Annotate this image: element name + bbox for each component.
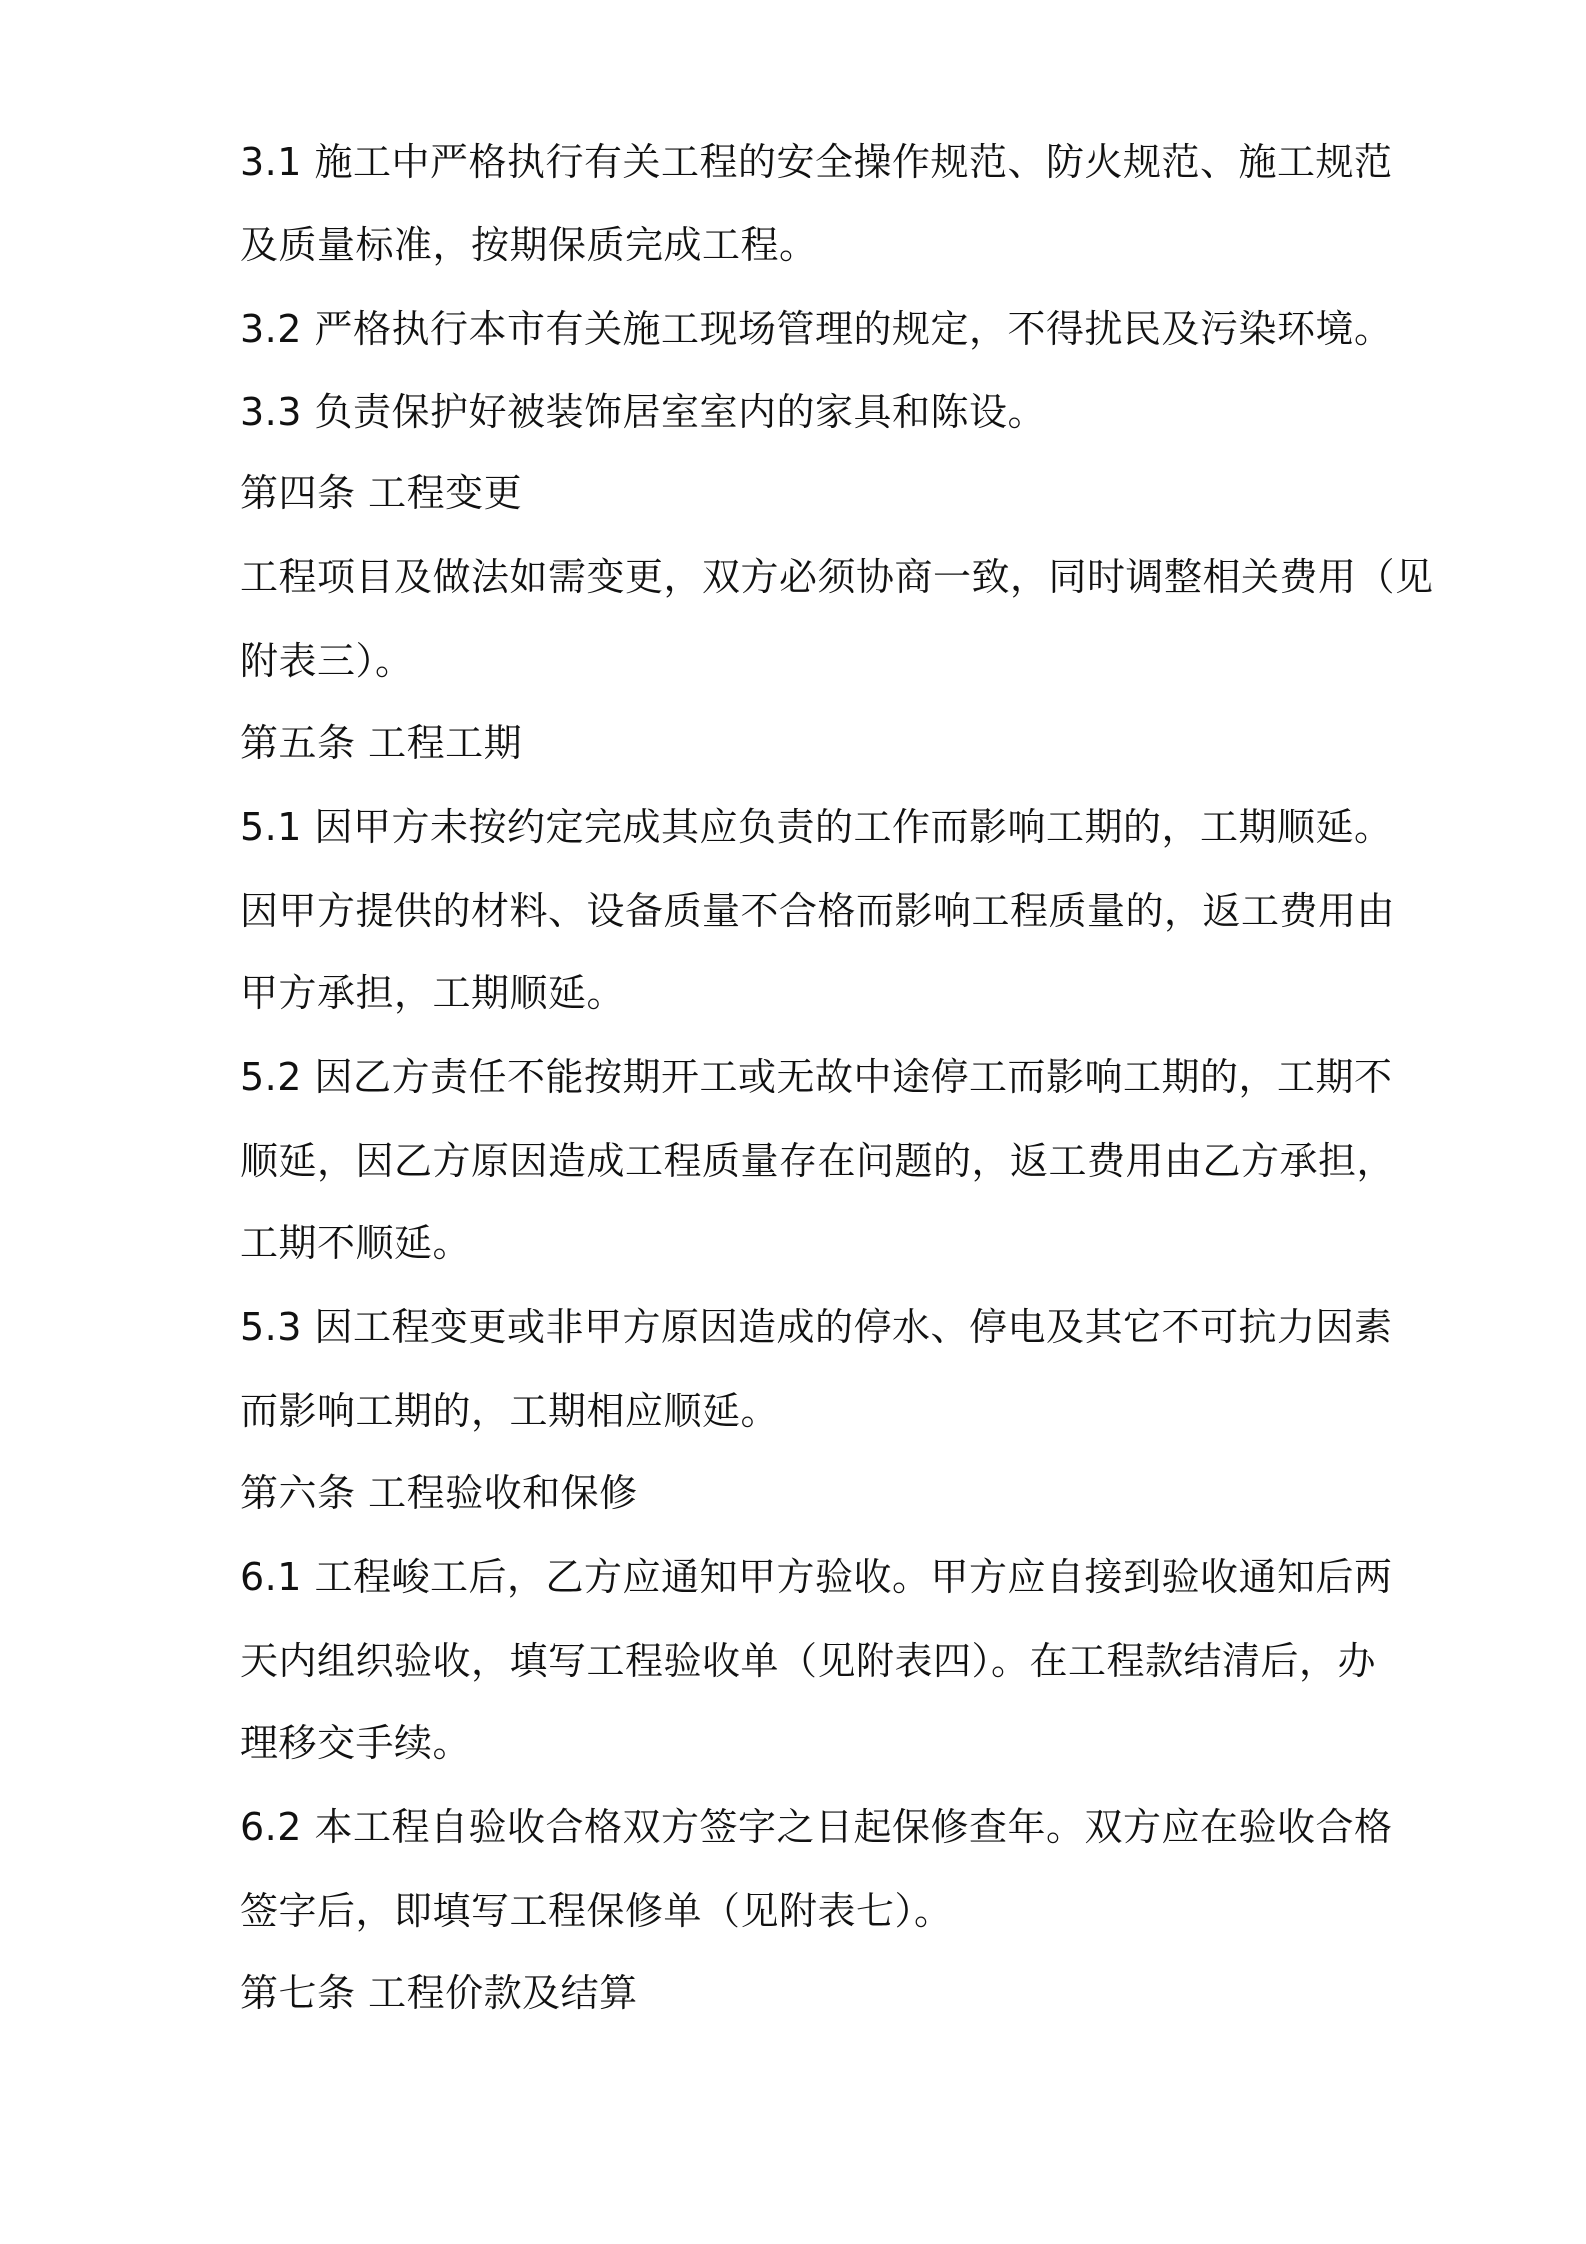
clause-5-2-line-3: 工期不顺延。 [240,1221,472,1265]
article-7-heading: 第七条 工程价款及结算 [240,1971,638,2015]
clause-3-2: 3.2 严格执行本市有关施工现场管理的规定，不得扰民及污染环境。 [240,307,1393,351]
clause-6-2-line-2: 签字后，即填写工程保修单（见附表七）。 [240,1889,953,1933]
article-6-heading: 第六条 工程验收和保修 [240,1471,638,1515]
article-5-heading: 第五条 工程工期 [240,721,523,765]
clause-5-2-line-1: 5.2 因乙方责任不能按期开工或无故中途停工而影响工期的，工期不 [240,1055,1393,1099]
clause-5-1-line-2: 因甲方提供的材料、设备质量不合格而影响工程质量的，返工费用由 [240,889,1396,933]
clause-5-1-line-3: 甲方承担，工期顺延。 [240,971,626,1015]
article-4-text-line-1: 工程项目及做法如需变更，双方必须协商一致，同时调整相关费用（见 [240,555,1434,599]
clause-5-3-line-1: 5.3 因工程变更或非甲方原因造成的停水、停电及其它不可抗力因素 [240,1305,1393,1349]
clause-6-1-line-3: 理移交手续。 [240,1721,472,1765]
clause-6-1-line-1: 6.1 工程峻工后，乙方应通知甲方验收。甲方应自接到验收通知后两 [240,1555,1393,1599]
clause-5-2-line-2: 顺延，因乙方原因造成工程质量存在问题的，返工费用由乙方承担， [240,1139,1396,1183]
clause-6-1-line-2: 天内组织验收，填写工程验收单（见附表四）。在工程款结清后，办 [240,1639,1377,1683]
clause-5-1-line-1: 5.1 因甲方未按约定完成其应负责的工作而影响工期的，工期顺延。 [240,805,1393,849]
clause-3-3: 3.3 负责保护好被装饰居室室内的家具和陈设。 [240,390,1047,434]
clause-5-3-line-2: 而影响工期的，工期相应顺延。 [240,1389,780,1433]
clause-3-1-line-2: 及质量标准，按期保质完成工程。 [240,223,818,267]
article-4-text-line-2: 附表三）。 [240,639,414,683]
clause-3-1-line-1: 3.1 施工中严格执行有关工程的安全操作规范、防火规范、施工规范 [240,140,1393,184]
clause-6-2-line-1: 6.2 本工程自验收合格双方签字之日起保修查年。双方应在验收合格 [240,1805,1393,1849]
article-4-heading: 第四条 工程变更 [240,471,523,515]
